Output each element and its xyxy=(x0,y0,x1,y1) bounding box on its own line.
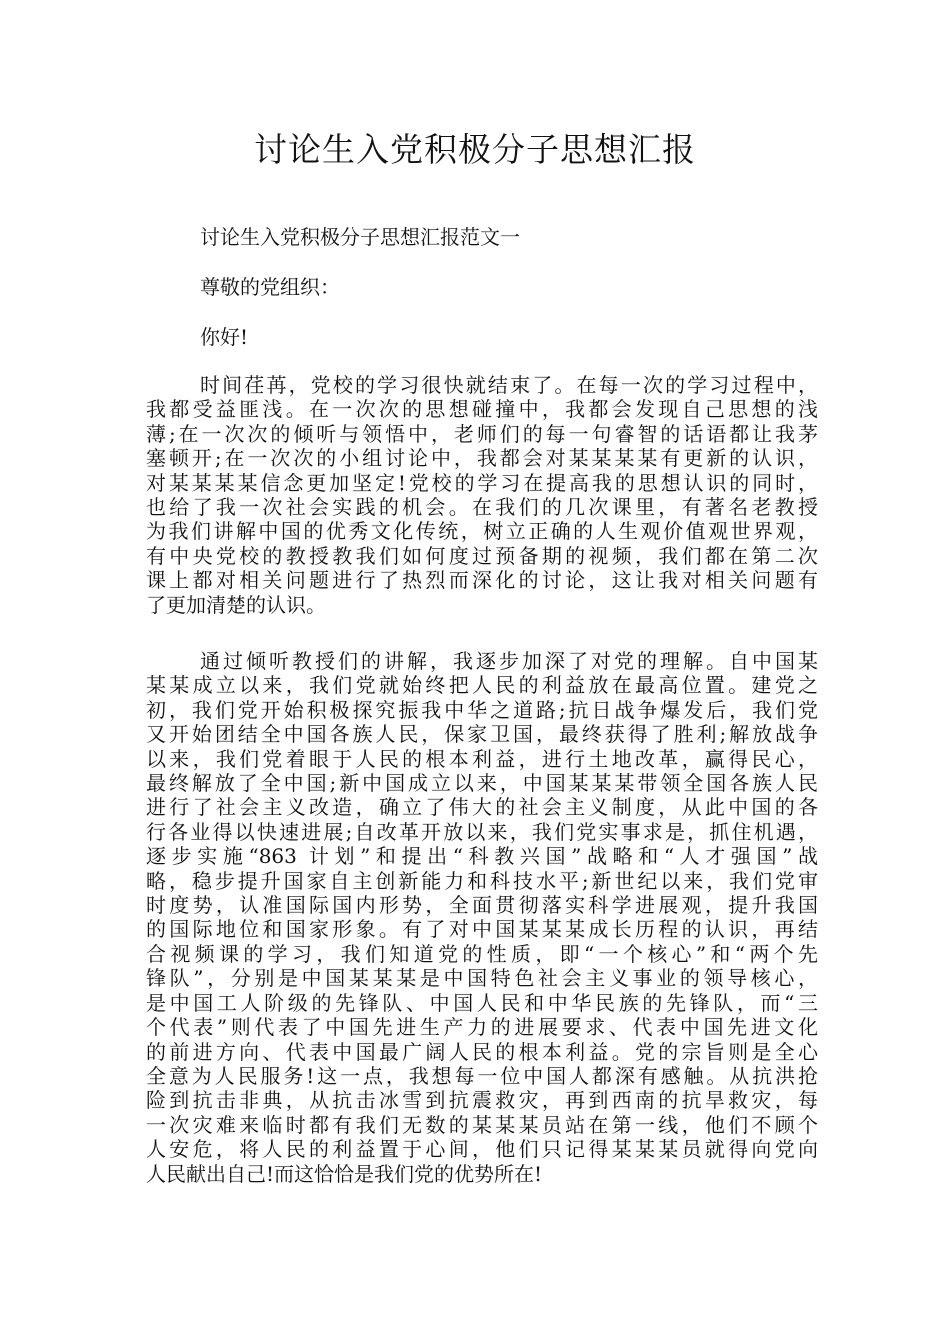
paragraph-line: 初，我们党开始积极探究振我中华之道路;抗日战争爆发后，我们党 xyxy=(146,697,818,722)
paragraph-line: 的国际地位和国家形象。有了对中国某某某成长历程的认识，再结 xyxy=(146,917,818,942)
paragraph-line: 薄;在一次次的倾听与领悟中，老师们的每一句睿智的话语都让我茅 xyxy=(146,421,818,446)
paragraph-line: 是中国工人阶级的先锋队、中国人民和中华民族的先锋队，而“三 xyxy=(146,990,818,1015)
paragraph-line: 时度势，认准国际国内形势，全面贯彻落实科学进展观，提升我国 xyxy=(146,893,818,918)
paragraph-line: 人民献出自己!而这恰恰是我们党的优势所在! xyxy=(146,1161,543,1186)
paragraph-line: 塞顿开;在一次次的小组讨论中，我都会对某某某某有更新的认识， xyxy=(146,446,818,471)
paragraph-line: 略，稳步提升国家自主创新能力和科技水平;新世纪以来，我们党审 xyxy=(146,868,818,893)
salutation: 尊敬的党组织： xyxy=(200,275,340,299)
paragraph-line: 个代表”则代表了中国先进生产力的进展要求、代表中国先进文化 xyxy=(146,1015,818,1040)
paragraph-line: 有中央党校的教授教我们如何度过预备期的视频，我们都在第二次 xyxy=(146,543,818,568)
paragraph-line: 人安危，将人民的利益置于心间，他们只记得某某某员就得向党向 xyxy=(146,1137,818,1162)
paragraph-line: 以来，我们党着眼于人民的根本利益，进行土地改革，赢得民心， xyxy=(146,746,818,771)
paragraph-line: 又开始团结全中国各族人民，保家卫国，最终获得了胜利;解放战争 xyxy=(146,722,818,747)
paragraph-line: 全意为人民服务!这一点，我想每一位中国人都深有感触。从抗洪抢 xyxy=(146,1063,818,1088)
paragraph-line: 通过倾听教授们的讲解，我逐步加深了对党的理解。自中国某 xyxy=(200,649,818,673)
paragraph-line: 合视频课的学习，我们知道党的性质，即“一个核心”和“两个先 xyxy=(146,941,818,966)
paragraph-line: 逐步实施“863 计划”和提出“科教兴国”战略和“人才强国”战 xyxy=(146,844,818,869)
paragraph-line: 一次灾难来临时都有我们无数的某某某员站在第一线，他们不顾个 xyxy=(146,1112,818,1137)
paragraph-line: 险到抗击非典，从抗击冰雪到抗震救灾，再到西南的抗旱救灾，每 xyxy=(146,1088,818,1113)
paragraph-line: 了更加清楚的认识。 xyxy=(146,592,326,617)
paragraph-line: 最终解放了全中国;新中国成立以来，中国某某某带领全国各族人民 xyxy=(146,771,818,796)
paragraph-line: 的前进方向、代表中国最广阔人民的根本利益。党的宗旨则是全心 xyxy=(146,1039,818,1064)
paragraph-line: 为我们讲解中国的优秀文化传统，树立正确的人生观价值观世界观， xyxy=(146,519,818,544)
paragraph-line: 进行了社会主义改造，确立了伟大的社会主义制度，从此中国的各 xyxy=(146,795,818,820)
paragraph-line: 课上都对相关问题进行了热烈而深化的讨论，这让我对相关问题有 xyxy=(146,568,818,593)
paragraph-line: 时间荏苒，党校的学习很快就结束了。在每一次的学习过程中， xyxy=(200,373,818,397)
paragraph-line: 锋队”，分别是中国某某某是中国特色社会主义事业的领导核心， xyxy=(146,966,818,991)
paragraph-line: 我都受益匪浅。在一次次的思想碰撞中，我都会发现自己思想的浅 xyxy=(146,397,818,422)
body-paragraph-2 xyxy=(146,649,818,1186)
body-paragraph-1 xyxy=(146,373,818,617)
paragraph-line: 某某成立以来，我们党就始终把人民的利益放在最高位置。建党之 xyxy=(146,673,818,698)
document-title: 讨论生入党积极分子思想汇报 xyxy=(254,130,696,169)
paragraph-line: 行各业得以快速进展;自改革开放以来，我们党实事求是，抓住机遇， xyxy=(146,819,818,844)
paragraph-line: 也给了我一次社会实践的机会。在我们的几次课里，有著名老教授 xyxy=(146,495,818,520)
greeting: 你好! xyxy=(200,325,249,349)
paragraph-line: 对某某某某信念更加坚定!党校的学习在提高我的思想认识的同时， xyxy=(146,470,818,495)
document-subtitle: 讨论生入党积极分子思想汇报范文一 xyxy=(200,225,520,249)
